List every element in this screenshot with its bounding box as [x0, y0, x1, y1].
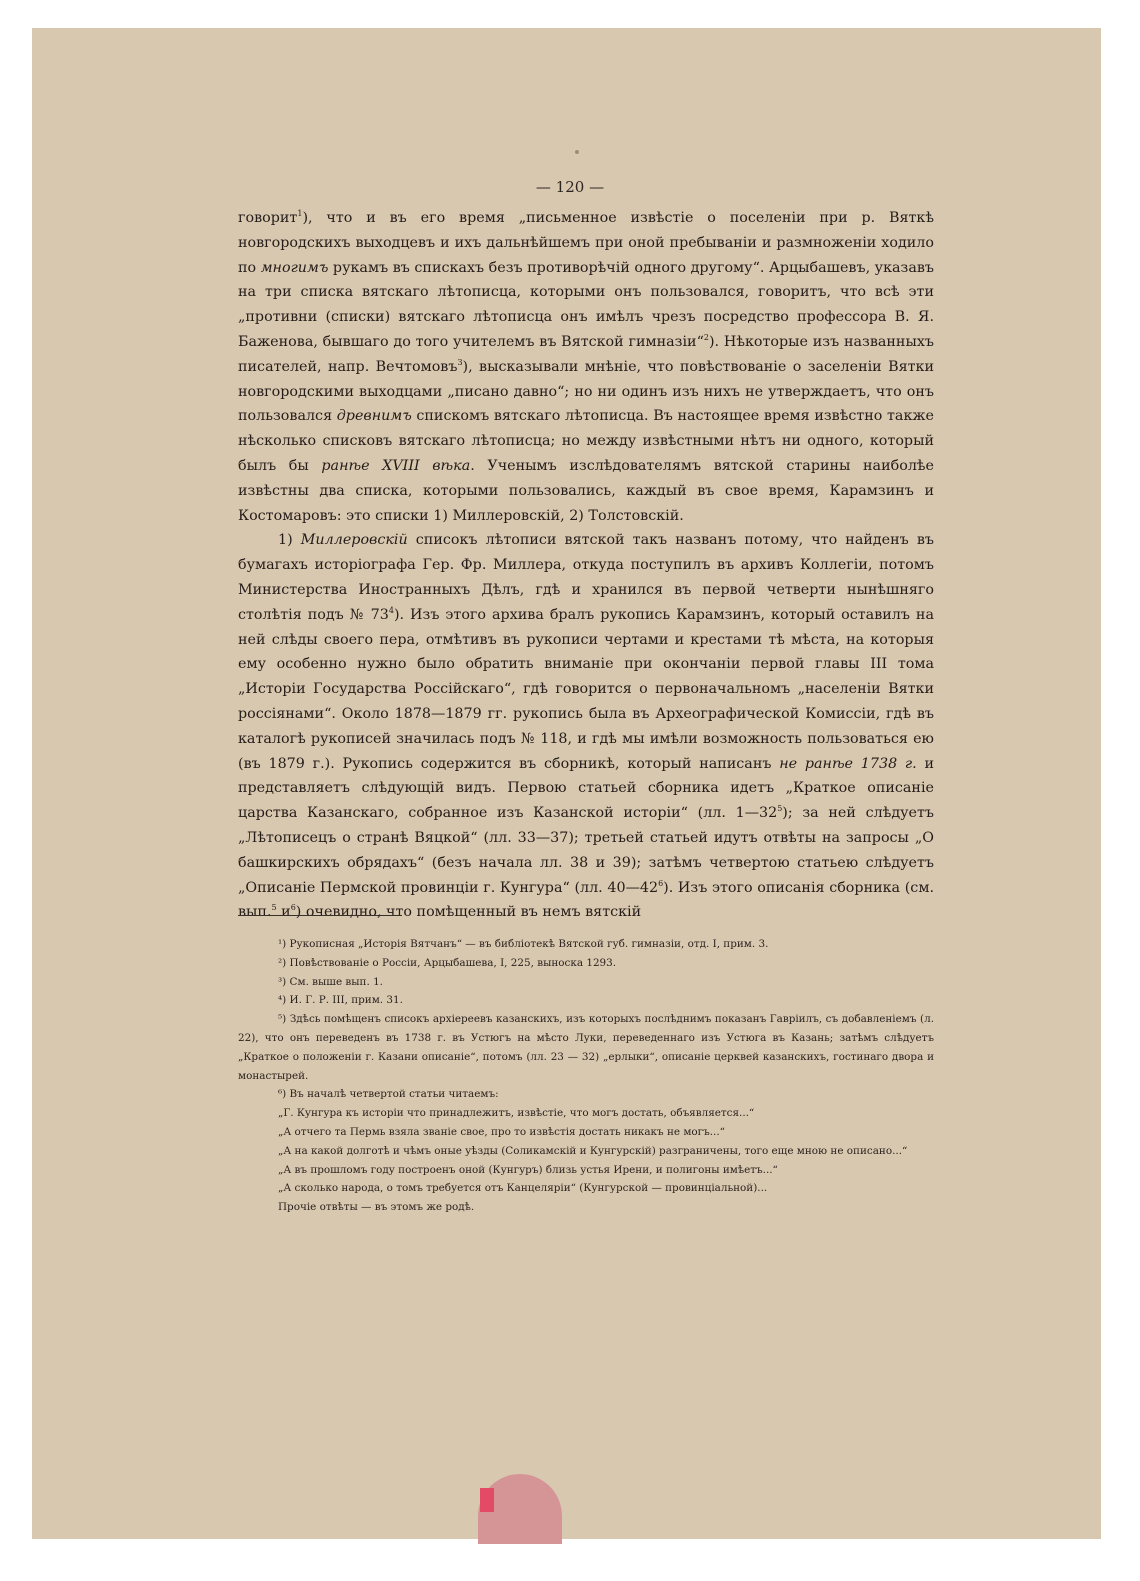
footnote-2 [238, 954, 934, 973]
footnote-6 [238, 1085, 934, 1104]
footnote-text: Повѣствованіе о Россіи, Арцыбашева, I, 225, выноска 1293. [289, 956, 617, 969]
emphasis-text: ранѣе XVIII вѣка [321, 457, 471, 474]
thumb-mark [480, 1488, 494, 1512]
footnote-marker: ²) [278, 956, 287, 969]
footnote-reference: 5 [271, 903, 277, 913]
footnote-divider [238, 915, 402, 916]
footnote-3 [238, 973, 934, 992]
footnote-quote: „А на какой долготѣ и чѣмъ оные уѣзды (Соликамскій и Кунгурскій) разграничены, того еще мною не описано...“ [278, 1144, 908, 1157]
paragraph-2: 1) Миллеровскій списокъ лѣтописи вятской такъ названъ потому, что найденъ въ бумагахъ исторіографа Гер. Фр. Миллера, откуда поступилъ въ архивъ Коллегіи, потомъ Министерства Иностранныхъ Дѣлъ, гдѣ и хранился въ первой четверти нынѣшняго столѣтія подъ № $73^4$). Изъ этого архива бралъ рукопись Карамзинъ, который оставилъ на ней слѣды своего пера, отмѣтивъ въ рукописи чертами и крестами тѣ мѣста, на которыя ему особенно нужно было обратить вниманіе при окончаніи первой главы III тома „Исторіи Государства Россійскаго“, гдѣ говорится о первоначальномъ „населеніи Вятки россіянами“. Около 1878—1879 гг. рукопись была въ Археографической Комиссіи, гдѣ въ каталогѣ рукописей значилась подъ № 118, и гдѣ мы имѣли возможность пользоваться ею (въ 1879 г.). Рукопись содержится въ сборникѣ, который написанъ не ранѣе 1738 г. и представляетъ слѣдующій видъ. Первою статьей сборника идетъ „Краткое описаніе царства Казанскаго, собранное изъ Казанской исторіи“ (лл. $1—32^5$); за ней слѣдуетъ „Лѣтописецъ о странѣ Вяцкой“ (лл. 33—37); третьей статьей идутъ отвѣты на запросы „О башкирскихъ обрядахъ“ (безъ начала лл. 38 и 39); затѣмъ четвертою статьею слѣдуетъ „Описаніе Пермской провинціи г. Кунгура“ (лл. $40—42^6$). Изъ этого описанія сборника (см. вып.$^5$ $и^6$) очевидно, что помѣщенный въ немъ вятскій [238, 532, 935, 921]
footnote-quote: „Г. Кунгура къ исторіи что принадлежитъ, извѣстіе, что могъ достать, объявляется...“ [278, 1107, 755, 1120]
footnote-marker: ⁵) [278, 1013, 287, 1026]
footnote-5 [238, 1010, 934, 1085]
footnote-reference: 1 [297, 209, 303, 219]
footnote-quote: „А сколько народа, о томъ требуется отъ Канцеляріи“ (Кунгурской — провинціальной)... [278, 1182, 768, 1195]
footnotes [238, 935, 934, 1217]
emphasis-text: Миллеровскій [300, 532, 408, 549]
emphasis-text: древнимъ [336, 408, 412, 425]
footnote-reference: 3 [457, 358, 463, 368]
footnote-marker: ⁴) [278, 994, 287, 1007]
emphasis-text: многимъ [260, 259, 329, 276]
footnote-text: Здѣсь помѣщенъ списокъ архіереевъ казанскихъ, изъ которыхъ послѣднимъ показанъ Гавріилъ, съ добавленіемъ (л. 22), что онъ переведенъ въ 1738 г. въ Устюгъ на мѣсто Луки, переведеннаго изъ Устюга въ Казань; затѣмъ слѣдуетъ „Краткое о положеніи г. Казани описаніе“, потомъ (лл. 23 — 32) „ерлыки“, описаніе церквей казанскихъ, гостинаго двора и монастырей. [238, 1013, 934, 1082]
footnote-quote: „А отчего та Пермь взяла званіе свое, про то извѣстія достать никакъ не могъ...“ [278, 1125, 725, 1138]
footnote-reference: 6 [290, 903, 296, 913]
footnote-reference: 4 [388, 605, 394, 615]
footnote-closing: Прочіе отвѣты — въ этомъ же родѣ. [278, 1201, 475, 1214]
page-number: — 120 — [535, 178, 605, 196]
footnote-text: См. выше вып. 1. [289, 975, 383, 988]
emphasis-text: не ранѣе 1738 г. [779, 755, 917, 772]
footnote-quote: „А въ прошломъ году построенъ оной (Кунгуръ) близь устья Ирени, и полигоны имѣетъ...“ [278, 1163, 778, 1176]
footnote-text: Въ началѣ четвертой статьи читаемъ: [289, 1088, 499, 1101]
footnote-4 [238, 991, 934, 1010]
footnote-text: Рукописная „Исторія Вятчанъ“ — въ библіотекѣ Вятской губ. гимназіи, отд. I, прим. 3. [289, 938, 769, 950]
footnote-marker: ¹) [278, 938, 287, 950]
body-text [238, 206, 934, 925]
ink-dot [575, 150, 579, 154]
paragraph-1: говорит$^1$), что и въ его время „письменное извѣстіе о поселеніи при р. Вяткѣ новгородскихъ выходцевъ и ихъ дальнѣйшемъ при оной пребываніи и размноженіи ходило по многимъ рукамъ въ спискахъ безъ противорѣчій одного другому“. Арцыбашевъ, указавъ на три списка вятскаго лѣтописца, которыми онъ пользовался, говоритъ, что всѣ эти „противни (списки) вятскаго лѣтописца онъ имѣлъ чрезъ посредство профессора В. Я. Баженова, бывшаго до того учителемъ въ Вятской гимназіи“$^2$). Нѣкоторые изъ названныхъ писателей, напр. Вечтомовъ$^3$), высказывали мнѣніе, что повѣствованіе о заселеніи Вятки новгородскими выходцами „писано давно“; но ни одинъ изъ нихъ не утверждаетъ, что онъ пользовался древнимъ спискомъ вятскаго лѣтописца. Въ настоящее время извѣстно также нѣсколько списковъ вятскаго лѣтописца; но между извѣстными нѣтъ ни одного, который былъ бы ранѣе XVIII вѣка. Ученымъ изслѣдователямъ вятской старины наиболѣе извѣстны два списка, которыми пользовались, каждый въ свое время, Карамзинъ и Костомаровъ: это списки 1) Миллеровскій, 2) Толстовскій. [238, 209, 934, 524]
footnote-marker: ³) [278, 975, 287, 988]
footnote-reference: 5 [777, 804, 783, 814]
footnote-text: И. Г. Р. III, прим. 31. [289, 994, 403, 1007]
footnote-marker: ⁶) [278, 1088, 287, 1101]
footnote-reference: 2 [703, 333, 709, 343]
footnote-1 [238, 935, 934, 954]
footnote-reference: 6 [658, 878, 664, 888]
